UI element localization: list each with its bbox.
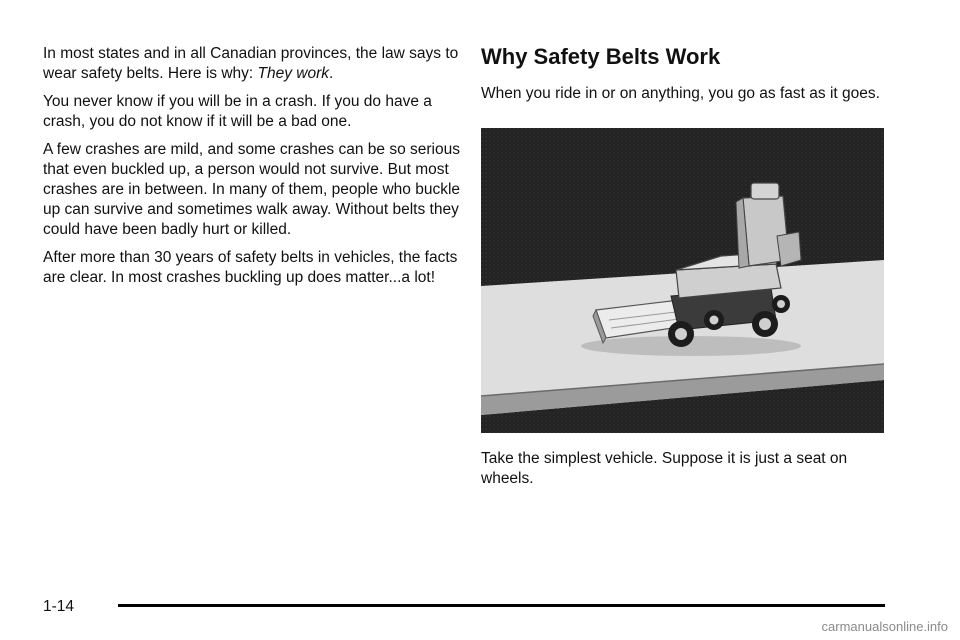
paragraph-facts: After more than 30 years of safety belts in vehicles, the facts are clear. In most crashes buckling up does matter...a lot! — [43, 249, 458, 286]
section-heading: Why Safety Belts Work — [481, 44, 721, 69]
paragraph-intro: In most states and in all Canadian provinces, the law says to wear safety belts. Here is why: They work. — [43, 45, 459, 82]
rear-left-wheel — [752, 311, 778, 337]
page-number: 1-14 — [43, 598, 75, 615]
rear-right-wheel — [772, 295, 790, 313]
front-left-wheel — [668, 321, 694, 347]
paragraph-ride-speed: When you ride in or on anything, you go as fast as it goes. — [481, 85, 880, 102]
seat-on-wheels-illustration — [481, 128, 884, 433]
paragraph-simplest-vehicle: Take the simplest vehicle. Suppose it is just a seat on wheels. — [481, 450, 848, 487]
watermark: carmanualsonline.info — [821, 619, 948, 634]
headrest — [751, 183, 779, 199]
caption-block — [481, 449, 901, 497]
paragraph-crash-types: A few crashes are mild, and some crashes can be so serious that even buckled up, a person would not survive. But most crashes are in between. In many of them, people who buckle up can survive and sometimes walk away. Without belts they could have been badly hurt or killed. — [43, 141, 461, 238]
left-column — [43, 44, 463, 296]
illustration-svg — [481, 128, 884, 433]
right-column — [481, 44, 901, 112]
footer-rule — [118, 604, 885, 607]
paragraph-never-know: You never know if you will be in a crash. If you do have a crash, you do not know if it will be a bad one. — [43, 93, 432, 130]
front-right-wheel — [704, 310, 724, 330]
armrest — [777, 232, 801, 266]
